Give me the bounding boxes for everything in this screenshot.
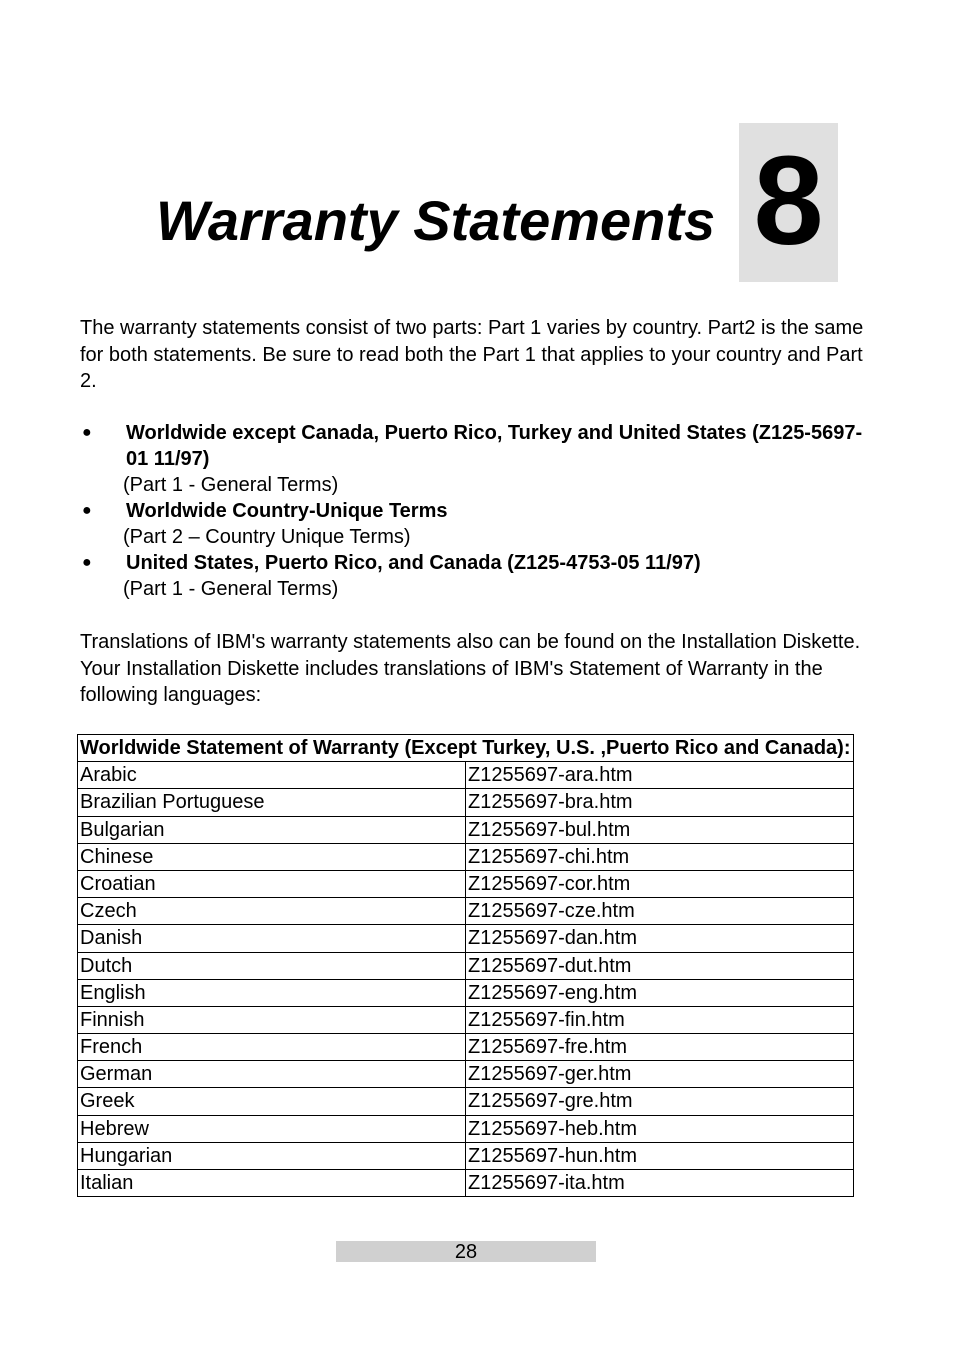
- table-row: [78, 870, 854, 897]
- table-row: [78, 1115, 854, 1142]
- chapter-title: Warranty Statements: [156, 189, 716, 252]
- list-item: [80, 550, 870, 602]
- translations-paragraph: Translations of IBM's warranty statements also can be found on the Installation Diskette. Your Installation Diskette includes translations of IBM's Statement of Warranty in the following languages:: [80, 631, 861, 706]
- list-item-title: Worldwide Country-Unique Terms: [126, 500, 448, 522]
- language-cell: Greek: [78, 1088, 466, 1115]
- language-cell: Italian: [78, 1170, 466, 1197]
- file-cell: Z1255697-cze.htm: [466, 898, 854, 925]
- language-cell: French: [78, 1034, 466, 1061]
- language-cell: Hungarian: [78, 1142, 466, 1169]
- table-row: [78, 1034, 854, 1061]
- file-cell: Z1255697-fre.htm: [466, 1034, 854, 1061]
- list-item-title: United States, Puerto Rico, and Canada (Z125-4753-05 11/97): [126, 552, 701, 574]
- file-cell: Z1255697-chi.htm: [466, 843, 854, 870]
- list-item-subtitle: (Part 2 – Country Unique Terms): [123, 526, 411, 548]
- intro-paragraph: The warranty statements consist of two parts: Part 1 varies by country. Part2 is the same for both statements. Be sure to read both the Part 1 that applies to your country and Part 2.: [80, 317, 864, 392]
- language-cell: German: [78, 1061, 466, 1088]
- table-row: [78, 1088, 854, 1115]
- file-cell: Z1255697-ger.htm: [466, 1061, 854, 1088]
- file-cell: Z1255697-bra.htm: [466, 789, 854, 816]
- translations-table: [77, 734, 854, 1197]
- file-cell: Z1255697-dut.htm: [466, 952, 854, 979]
- language-cell: Bulgarian: [78, 816, 466, 843]
- bullet-icon: ●: [82, 554, 92, 571]
- page-footer: [336, 1241, 596, 1262]
- list-item: [80, 498, 870, 550]
- table-row: [78, 898, 854, 925]
- file-cell: Z1255697-cor.htm: [466, 870, 854, 897]
- table-row: [78, 843, 854, 870]
- file-cell: Z1255697-ara.htm: [466, 762, 854, 789]
- table-row: [78, 816, 854, 843]
- file-cell: Z1255697-bul.htm: [466, 816, 854, 843]
- chapter-number: 8: [753, 130, 824, 271]
- file-cell: Z1255697-hun.htm: [466, 1142, 854, 1169]
- language-cell: English: [78, 979, 466, 1006]
- table-body: [78, 762, 854, 1197]
- table-row: [78, 1170, 854, 1197]
- language-cell: Hebrew: [78, 1115, 466, 1142]
- bullet-icon: ●: [82, 424, 92, 441]
- table-row: [78, 789, 854, 816]
- language-cell: Chinese: [78, 843, 466, 870]
- list-item-title: Worldwide except Canada, Puerto Rico, Turkey and United States (Z125-5697-01 11/97): [126, 422, 863, 470]
- warranty-statement-list: [80, 420, 870, 602]
- file-cell: Z1255697-ita.htm: [466, 1170, 854, 1197]
- bullet-icon: ●: [82, 502, 92, 519]
- list-item: [80, 420, 870, 498]
- table-row: [78, 1142, 854, 1169]
- table-header: Worldwide Statement of Warranty (Except Turkey, U.S. ,Puerto Rico and Canada):: [78, 735, 854, 762]
- language-cell: Czech: [78, 898, 466, 925]
- page-number: 28: [454, 1241, 478, 1263]
- list-item-subtitle: (Part 1 - General Terms): [123, 578, 339, 600]
- file-cell: Z1255697-fin.htm: [466, 1006, 854, 1033]
- file-cell: Z1255697-dan.htm: [466, 925, 854, 952]
- language-cell: Arabic: [78, 762, 466, 789]
- table-header-row: [78, 735, 854, 762]
- chapter-number-box: [739, 123, 838, 282]
- language-cell: Croatian: [78, 870, 466, 897]
- table-row: [78, 1061, 854, 1088]
- language-cell: Brazilian Portuguese: [78, 789, 466, 816]
- list-item-subtitle: (Part 1 - General Terms): [123, 474, 339, 496]
- table-row: [78, 952, 854, 979]
- file-cell: Z1255697-gre.htm: [466, 1088, 854, 1115]
- language-cell: Dutch: [78, 952, 466, 979]
- language-cell: Finnish: [78, 1006, 466, 1033]
- table-row: [78, 925, 854, 952]
- file-cell: Z1255697-eng.htm: [466, 979, 854, 1006]
- table-row: [78, 762, 854, 789]
- language-cell: Danish: [78, 925, 466, 952]
- table-row: [78, 979, 854, 1006]
- table-row: [78, 1006, 854, 1033]
- file-cell: Z1255697-heb.htm: [466, 1115, 854, 1142]
